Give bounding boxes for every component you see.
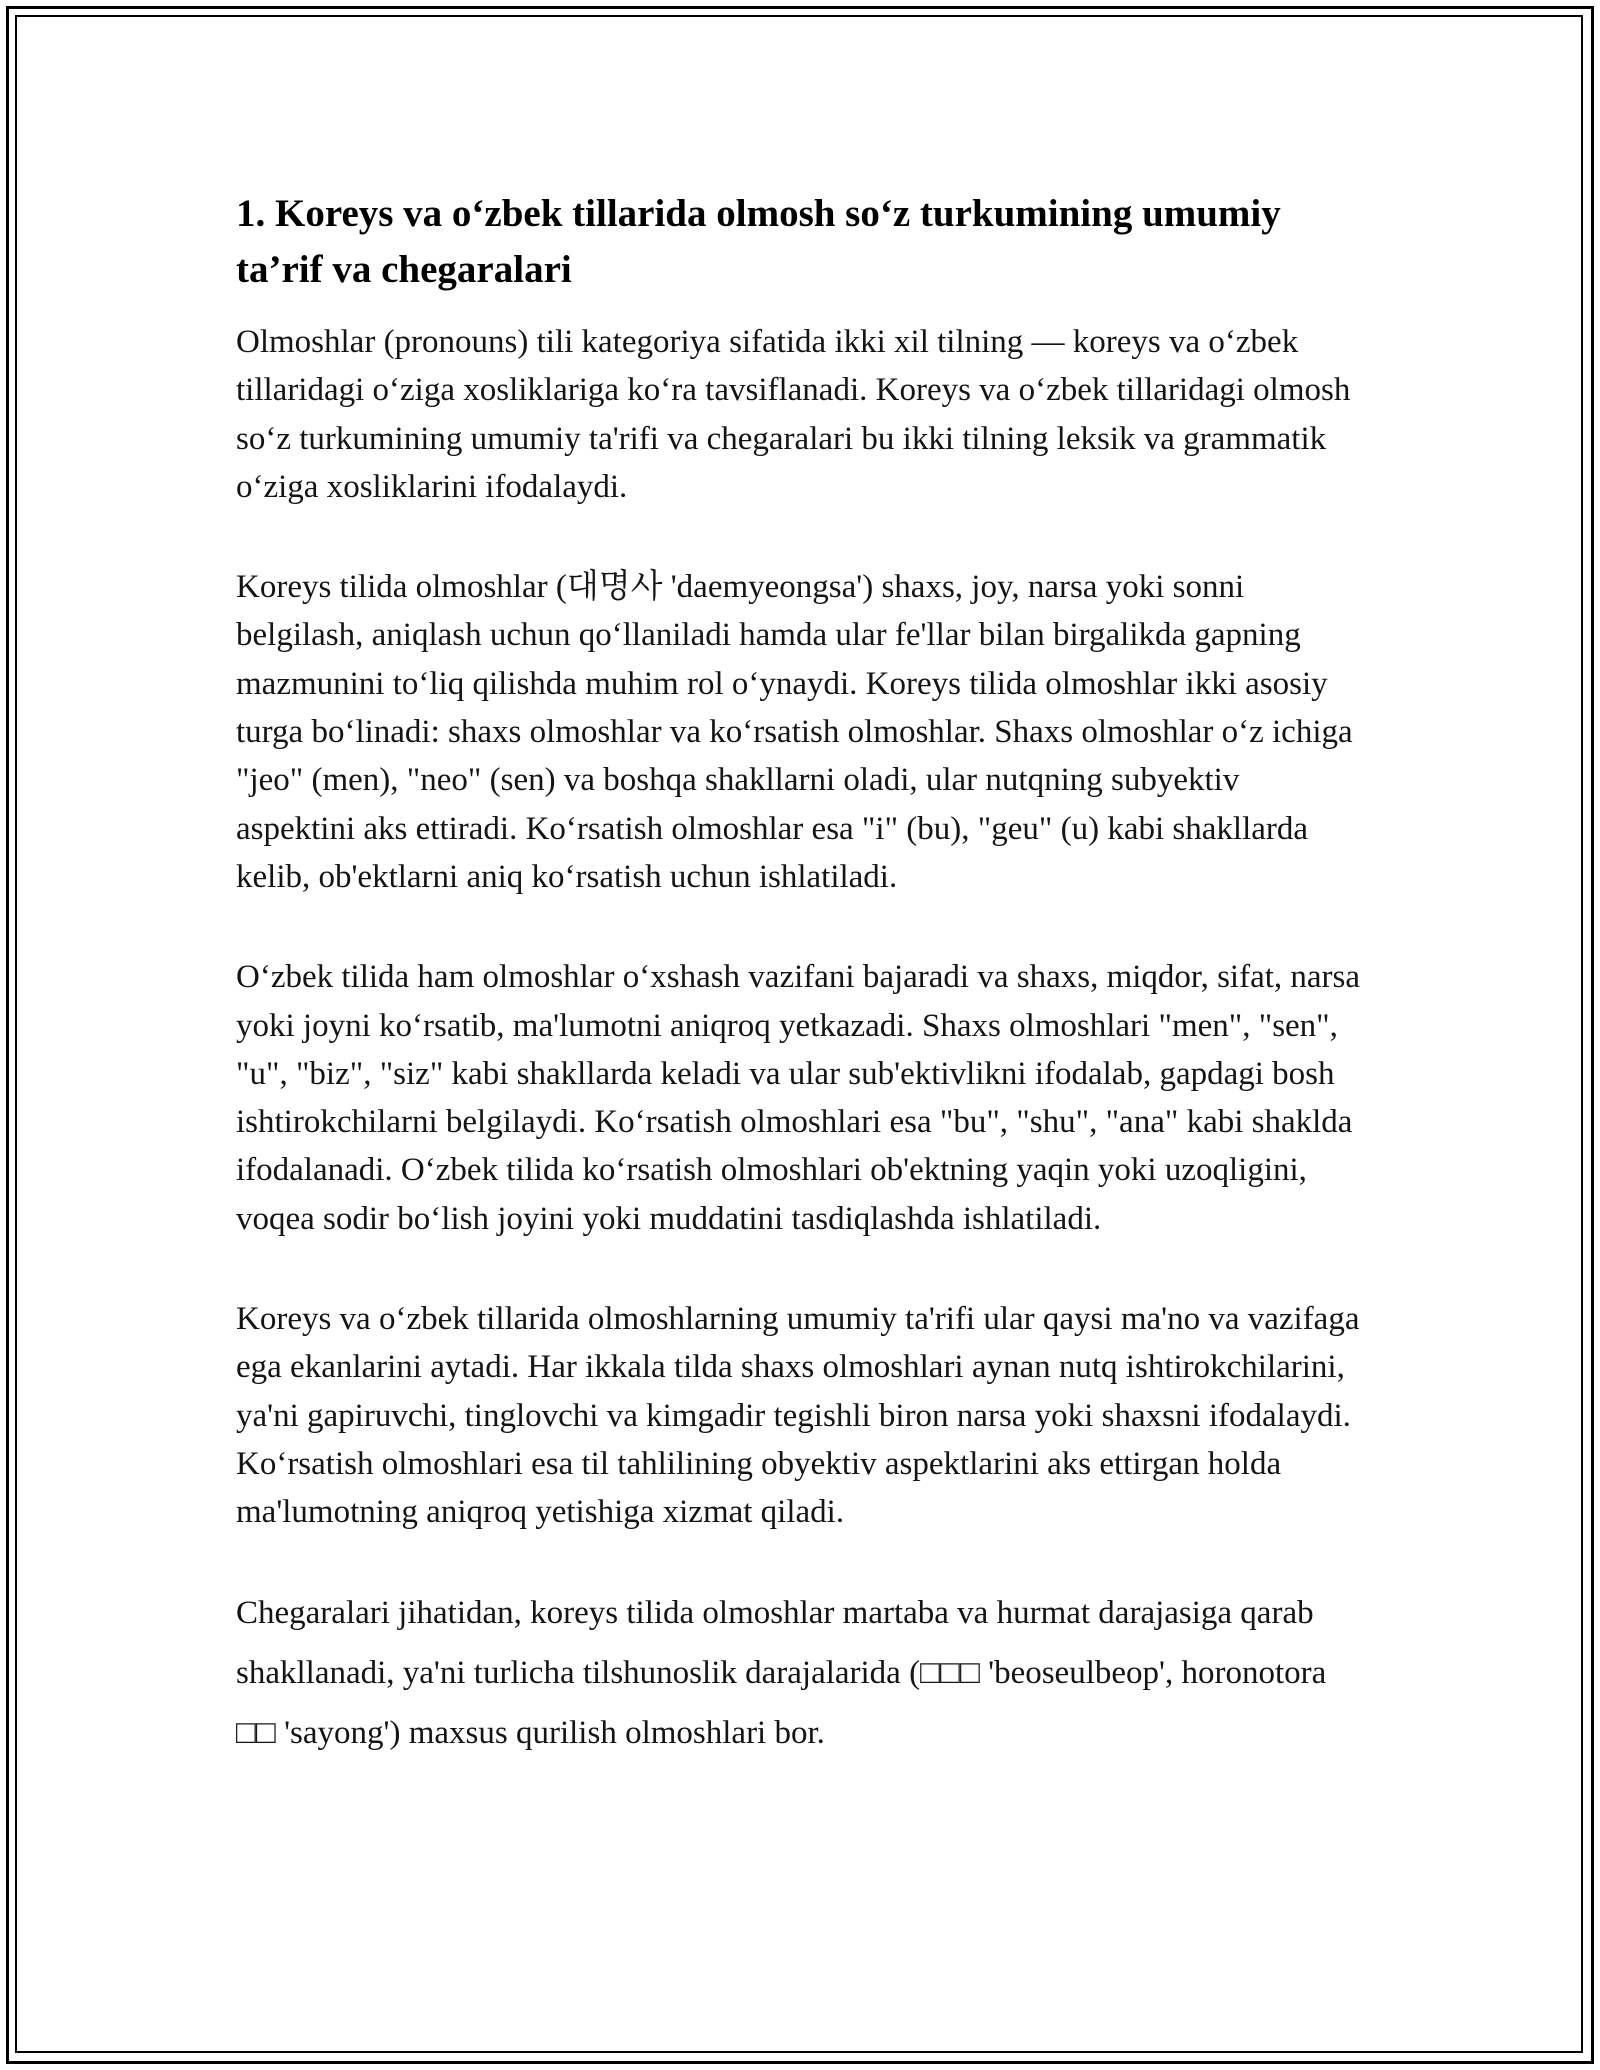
paragraph-general-definition: Koreys va o‘zbek tillarida olmoshlarning umumiy ta'rifi ular qaysi ma'no va vazifaga ega ekanlarini aytadi. Har ikkala tilda shaxs olmoshlari aynan nutq ishtirokchilarini, ya'ni gapiruvchi, tinglovchi va kimgadir tegishli biron narsa yoki shaxsni ifodalaydi. Ko‘rsatish olmoshlari esa til tahlilining obyektiv aspektlarini aks ettirgan holda ma'lumotning aniqroq yetishiga xizmat qiladi. [236, 1301, 1360, 1531]
paragraph-boundaries: Chegaralari jihatidan, koreys tilida olmoshlar martaba va hurmat darajasiga qarab shakllanadi, ya'ni turlicha tilshunoslik darajalarida (□□□ 'beoseulbeop', horonotora □□ 'sayong') maxsus qurilish olmoshlari bor. [236, 1594, 1327, 1751]
paragraph-intro: Olmoshlar (pronouns) tili kategoriya sifatida ikki xil tilning — koreys va o‘zbek tillaridagi o‘ziga xosliklariga ko‘ra tavsiflanadi. Koreys va o‘zbek tillaridagi olmosh so‘z turkumining umumiy ta'rifi va chegaralari bu ikki tilning leksik va grammatik o‘ziga xosliklarini ifodalaydi. [236, 324, 1351, 505]
section-heading: 1. Koreys va o‘zbek tillarida olmosh so‘z turkumining umumiy ta’rif va chegaralari [236, 192, 1281, 291]
paragraph-korean-pronouns: Koreys tilida olmoshlar (대명사 'daemyeongsa') shaxs, joy, narsa yoki sonni belgilash, aniqlash uchun qo‘llaniladi hamda ular fe'llar bilan birgalikda gapning mazmunini to‘liq qilishda muhim rol o‘ynaydi. Koreys tilida olmoshlar ikki asosiy turga bo‘linadi: shaxs olmoshlar va ko‘rsatish olmoshlar. Shaxs olmoshlar o‘z ichiga "jeo" (men), "neo" (sen) va boshqa shakllarni oladi, ular nutqning subyektiv aspektini aks ettiradi. Ko‘rsatish olmoshlar esa "i" (bu), "geu" (u) kabi shakllarda kelib, ob'ektlarni aniq ko‘rsatish uchun ishlatiladi. [236, 569, 1353, 895]
paragraph-uzbek-pronouns: O‘zbek tilida ham olmoshlar o‘xshash vazifani bajaradi va shaxs, miqdor, sifat, narsa yoki joyni ko‘rsatib, ma'lumotni aniqroq yetkazadi. Shaxs olmoshlari "men", "sen", "u", "biz", "siz" kabi shakllarda keladi va ular sub'ektivlikni ifodalab, gapdagi bosh ishtirokchilarni belgilaydi. Ko‘rsatish olmoshlari esa "bu", "shu", "ana" kabi shaklda ifodalanadi. O‘zbek tilida ko‘rsatish olmoshlari ob'ektning yaqin yoki uzoqligini, voqea sodir bo‘lish joyini yoki muddatini tasdiqlashda ishlatiladi. [236, 959, 1361, 1237]
document-body [236, 186, 1366, 1815]
